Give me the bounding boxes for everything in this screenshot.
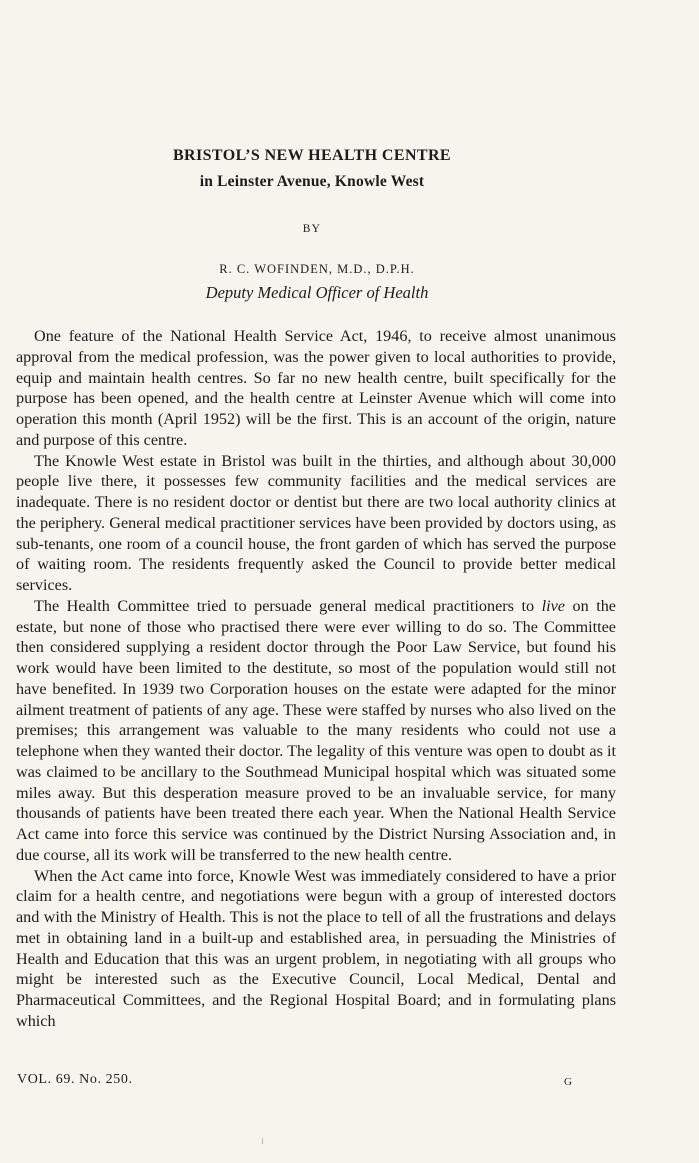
paragraph: When the Act came into force, Knowle West was immediately considered to have a prior claim for a health centre, and negotiations were begun with a group of interested doctors and with the Ministry of Health. This is not the place to tell of all the frustrations and delays met in obtaining land in a built-up and established area, in persuading the Ministries of Health and Education that this was an urgent problem, in negotiating with all groups who might be interested such as the Executive Council, Local Medical, Dental and Pharmaceutical Committees, and the Regional Hospital Board; and in formulating plans which bbox=[16, 866, 616, 1030]
paragraph bbox=[16, 596, 616, 866]
paper-speck bbox=[262, 1138, 263, 1144]
article-title: BRISTOL’S NEW HEALTH CENTRE bbox=[172, 147, 452, 164]
article-subtitle: in Leinster Avenue, Knowle West bbox=[199, 173, 425, 190]
paragraph: The Knowle West estate in Bristol was built in the thirties, and although about 30,000 people live there, it possesses few community facilities and the medical services are inadequate. There is no resident doctor or dentist but there are two local authority clinics at the periphery. General medical practitioner services have been provided by doctors using, as sub-tenants, one room of a council house, the front garden of which has served the purpose of waiting room. The residents frequently asked the Council to provide better medical services. bbox=[16, 451, 616, 594]
paragraph-text: The Health Committee tried to persuade general medical practitioners to bbox=[34, 596, 542, 615]
paragraph-text: on the estate, but none of those who practised there were ever willing to do so. The Committee then considered supplying a resident doctor through the Poor Law Service, but found his work would have been limited to the destitute, so most of the population would still not have benefited. In 1939 two Corporation houses on the estate were adapted for the minor ailment treatment of patients of any age. These were staffed by nurses who also lived on the premises; this arrangement was valuable to the many residents who could not use a telephone when they wanted their doctor. The legality of this venture was open to doubt as it was claimed to be ancillary to the Southmead Municipal hospital which was situated some miles away. But this desperation measure proved to be an invaluable service, for many thousands of patients have been treated there each year. When the National Health Service Act came into force this service was continued by the District Nursing Association and, in due course, all its work will be transferred to the new health centre. bbox=[16, 596, 616, 864]
byline-label: BY bbox=[302, 223, 322, 235]
author-name: R. C. WOFINDEN, M.D., D.P.H. bbox=[219, 262, 415, 276]
paragraph: One feature of the National Health Service Act, 1946, to receive almost unanimous approval from the medical profession, was the power given to local authorities to provide, equip and maintain health centres. So far no new health centre, built specifically for the purpose has been opened, and the health centre at Leinster Avenue which will come into operation this month (April 1952) will be the first. This is an account of the origin, nature and purpose of this centre. bbox=[16, 327, 616, 449]
author-role: Deputy Medical Officer of Health bbox=[205, 283, 429, 302]
emphasis-text: live bbox=[541, 596, 565, 615]
article-body bbox=[16, 326, 616, 1032]
volume-footer: VOL. 69. No. 250. bbox=[17, 1072, 133, 1087]
signature-mark: G bbox=[564, 1076, 573, 1088]
